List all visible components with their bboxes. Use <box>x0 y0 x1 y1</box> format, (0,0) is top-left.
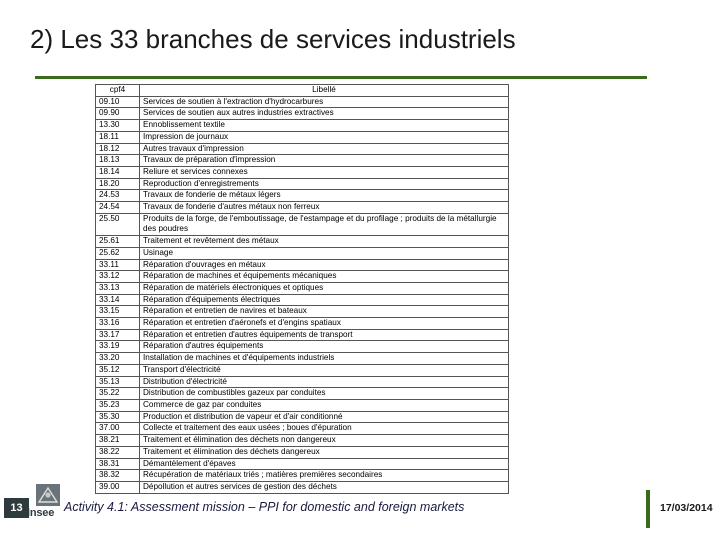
table-row <box>96 376 509 388</box>
cell-code: 35.13 <box>96 376 140 388</box>
table-row <box>96 120 509 132</box>
cell-code: 24.53 <box>96 190 140 202</box>
cell-code: 18.20 <box>96 178 140 190</box>
cell-code: 33.17 <box>96 329 140 341</box>
table-row <box>96 96 509 108</box>
table-row <box>96 306 509 318</box>
table-row <box>96 329 509 341</box>
cell-code: 25.61 <box>96 236 140 248</box>
cell-code: 13.30 <box>96 120 140 132</box>
table-row <box>96 423 509 435</box>
cell-label: Produits de la forge, de l'emboutissage, de l'estampage et du profilage ; produits de la métallurgie des poudres <box>140 213 509 235</box>
table-row <box>96 202 509 214</box>
table-row <box>96 435 509 447</box>
cell-label: Travaux de fonderie d'autres métaux non ferreux <box>140 202 509 214</box>
cell-label: Réparation d'ouvrages en métaux <box>140 259 509 271</box>
cell-code: 33.11 <box>96 259 140 271</box>
table-row <box>96 318 509 330</box>
cell-label: Reproduction d'enregistrements <box>140 178 509 190</box>
table-row <box>96 353 509 365</box>
cell-label: Services de soutien aux autres industries extractives <box>140 108 509 120</box>
table-body <box>96 96 509 493</box>
table-row <box>96 166 509 178</box>
table-row <box>96 108 509 120</box>
cell-label: Reliure et services connexes <box>140 166 509 178</box>
cell-code: 38.32 <box>96 470 140 482</box>
table-row <box>96 282 509 294</box>
cell-label: Installation de machines et d'équipements industriels <box>140 353 509 365</box>
cell-label: Réparation et entretien de navires et bateaux <box>140 306 509 318</box>
table-row <box>96 143 509 155</box>
table-row <box>96 247 509 259</box>
cell-code: 33.16 <box>96 318 140 330</box>
cell-label: Démantèlement d'épaves <box>140 458 509 470</box>
table-row <box>96 213 509 235</box>
cell-label: Collecte et traitement des eaux usées ; boues d'épuration <box>140 423 509 435</box>
table-row <box>96 399 509 411</box>
table-row <box>96 446 509 458</box>
cell-code: 18.14 <box>96 166 140 178</box>
cell-code: 33.14 <box>96 294 140 306</box>
cell-code: 33.12 <box>96 271 140 283</box>
cell-code: 18.11 <box>96 131 140 143</box>
table-row <box>96 470 509 482</box>
cell-code: 18.12 <box>96 143 140 155</box>
table-row <box>96 458 509 470</box>
cell-code: 33.13 <box>96 282 140 294</box>
footer-divider <box>646 490 650 528</box>
table-row <box>96 190 509 202</box>
table-row <box>96 271 509 283</box>
cell-code: 24.54 <box>96 202 140 214</box>
table-row <box>96 364 509 376</box>
cell-label: Commerce de gaz par conduites <box>140 399 509 411</box>
column-header-label: Libellé <box>140 85 509 97</box>
table-row <box>96 259 509 271</box>
cell-code: 25.62 <box>96 247 140 259</box>
column-header-code: cpf4 <box>96 85 140 97</box>
footer-date: 17/03/2014 <box>660 502 713 514</box>
table-row <box>96 481 509 493</box>
cell-label: Autres travaux d'impression <box>140 143 509 155</box>
cell-label: Traitement et élimination des déchets dangereux <box>140 446 509 458</box>
branches-table-container <box>95 84 509 494</box>
cell-label: Distribution de combustibles gazeux par conduites <box>140 388 509 400</box>
cell-label: Production et distribution de vapeur et d'air conditionné <box>140 411 509 423</box>
cell-code: 38.21 <box>96 435 140 447</box>
cell-label: Dépollution et autres services de gestion des déchets <box>140 481 509 493</box>
table-row <box>96 388 509 400</box>
cell-label: Traitement et revêtement des métaux <box>140 236 509 248</box>
cell-label: Travaux de préparation d'impression <box>140 155 509 167</box>
cell-code: 38.31 <box>96 458 140 470</box>
cell-code: 39.00 <box>96 481 140 493</box>
cell-code: 09.90 <box>96 108 140 120</box>
cell-code: 38.22 <box>96 446 140 458</box>
cell-code: 37.00 <box>96 423 140 435</box>
table-row <box>96 155 509 167</box>
cell-code: 33.15 <box>96 306 140 318</box>
cell-code: 35.12 <box>96 364 140 376</box>
slide-title: 2) Les 33 branches de services industriels <box>30 24 516 54</box>
cell-code: 18.13 <box>96 155 140 167</box>
cell-label: Réparation de matériels électroniques et optiques <box>140 282 509 294</box>
table-row <box>96 341 509 353</box>
cell-label: Travaux de fonderie de métaux légers <box>140 190 509 202</box>
cell-label: Usinage <box>140 247 509 259</box>
cell-label: Traitement et élimination des déchets non dangereux <box>140 435 509 447</box>
cell-code: 35.22 <box>96 388 140 400</box>
cell-code: 25.50 <box>96 213 140 235</box>
cell-label: Transport d'électricité <box>140 364 509 376</box>
cell-label: Impression de journaux <box>140 131 509 143</box>
cell-code: 35.23 <box>96 399 140 411</box>
branches-table <box>95 84 509 494</box>
cell-label: Services de soutien à l'extraction d'hydrocarbures <box>140 96 509 108</box>
logo-text: Insee <box>27 507 55 519</box>
cell-label: Distribution d'électricité <box>140 376 509 388</box>
cell-label: Réparation de machines et équipements mécaniques <box>140 271 509 283</box>
table-row <box>96 411 509 423</box>
footer-text: Activity 4.1: Assessment mission – PPI for domestic and foreign markets <box>64 500 465 514</box>
cell-code: 33.19 <box>96 341 140 353</box>
cell-label: Réparation et entretien d'aéronefs et d'engins spatiaux <box>140 318 509 330</box>
cell-label: Réparation d'équipements électriques <box>140 294 509 306</box>
table-row <box>96 131 509 143</box>
table-row <box>96 294 509 306</box>
cell-code: 33.20 <box>96 353 140 365</box>
cell-code: 09.10 <box>96 96 140 108</box>
table-row <box>96 236 509 248</box>
table-header-row <box>96 85 509 97</box>
cell-label: Ennoblissement textile <box>140 120 509 132</box>
cell-label: Réparation d'autres équipements <box>140 341 509 353</box>
cell-code: 35.30 <box>96 411 140 423</box>
table-row <box>96 178 509 190</box>
slide-number: 13 <box>4 498 29 518</box>
cell-label: Récupération de matériaux triés ; matières premières secondaires <box>140 470 509 482</box>
cell-label: Réparation et entretien d'autres équipements de transport <box>140 329 509 341</box>
title-divider <box>35 76 647 79</box>
